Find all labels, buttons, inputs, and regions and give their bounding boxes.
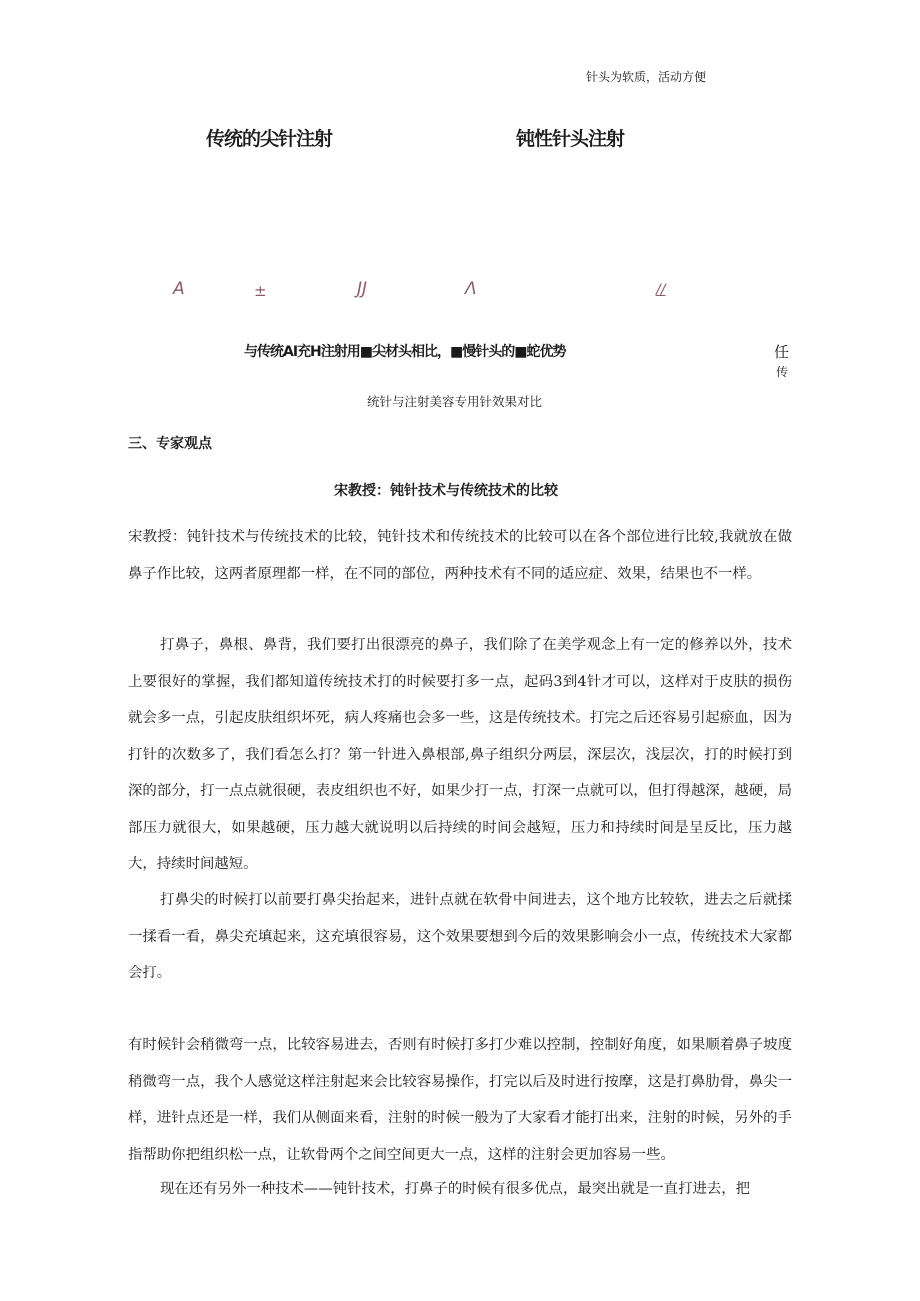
paragraph-1: 宋教授：钝针技术与传统技术的比较，钝针技术和传统技术的比较可以在各个部位进行比较,我就放在做鼻子作比较，这两者原理都一样，在不同的部位，两种技术有不同的适应症、效果，结果也不一样。 (128, 529, 792, 582)
figure-side-char-1: 任 (774, 343, 790, 361)
figure-side-char-2: 传 (776, 365, 789, 379)
figure-mark-a: A (173, 279, 185, 299)
top-note: 针头为软质，活动方便 (586, 70, 707, 84)
sub-heading: 宋教授：钝针技术与传统技术的比较 (334, 483, 558, 499)
paragraph-2: 打鼻子，鼻根、鼻背，我们要打出很漂亮的鼻子，我们除了在美学观念上有一定的修养以外，技术上要很好的掌握，我们都知道传统技术打的时候要打多一点，起码3到4针才可以，这样对于皮肤的损伤就会多一点，引起皮肤组织坏死，病人疼痛也会多一些，这是传统技术。打完之后还容易引起瘀血，因为打针的次数多了，我们看怎么打？第一针进入鼻根部,鼻子组织分两层，深层次，浅层次，打的时候打到深的部分，打一点点就很硬，表皮组织也不好，如果少打一点，打深一点就可以，但打得越深，越硬，局部压力就很大，如果越硬，压力越大就说明以后持续的时间会越短，压力和持续时间是呈反比，压力越大，持续时间越短。 (128, 637, 792, 872)
figure-title-right: 钝性针头注射 (516, 128, 625, 150)
figure-mark-slash: // (656, 282, 666, 298)
figure-compare-line: 与传统AI充H注射用■尖材头相比，■慢针头的■蛇优势 (244, 344, 566, 360)
figure-mark-plus-minus: ± (254, 282, 267, 300)
section-heading: 三、专家观点 (128, 436, 212, 452)
paragraph-4: 有时候针会稍微弯一点，比较容易进去，否则有时候打多打少难以控制，控制好角度，如果顺着鼻子坡度稍微弯一点，我个人感觉这样注射起来会比较容易操作，打完以后及时进行按摩，这是打鼻肋骨，鼻尖一样，进针点还是一样，我们从侧面来看，注射的时候一般为了大家看才能打出来，注射的时候，另外的手指帮助你把组织松一点，让软骨两个之间空间更大一点，这样的注射会更加容易一些。 (128, 1037, 792, 1163)
paragraph-3: 打鼻尖的时候打以前要打鼻尖抬起来，进针点就在软骨中间进去，这个地方比较软，进去之后就揉一揉看一看，鼻尖充填起来，这充填很容易，这个效果要想到今后的效果影响会小一点，传统技术大家都会打。 (128, 892, 792, 981)
figure-mark-lambda: Λ (465, 279, 477, 299)
paragraph-5: 现在还有另外一种技术——钝针技术，打鼻子的时候有很多优点，最突出就是一直打进去，把 (160, 1181, 751, 1197)
figure-title-left: 传统的尖针注射 (206, 128, 333, 150)
figure-caption: 统针与注射美容专用针效果对比 (367, 394, 543, 409)
figure-mark-jj: JJ (357, 279, 368, 299)
